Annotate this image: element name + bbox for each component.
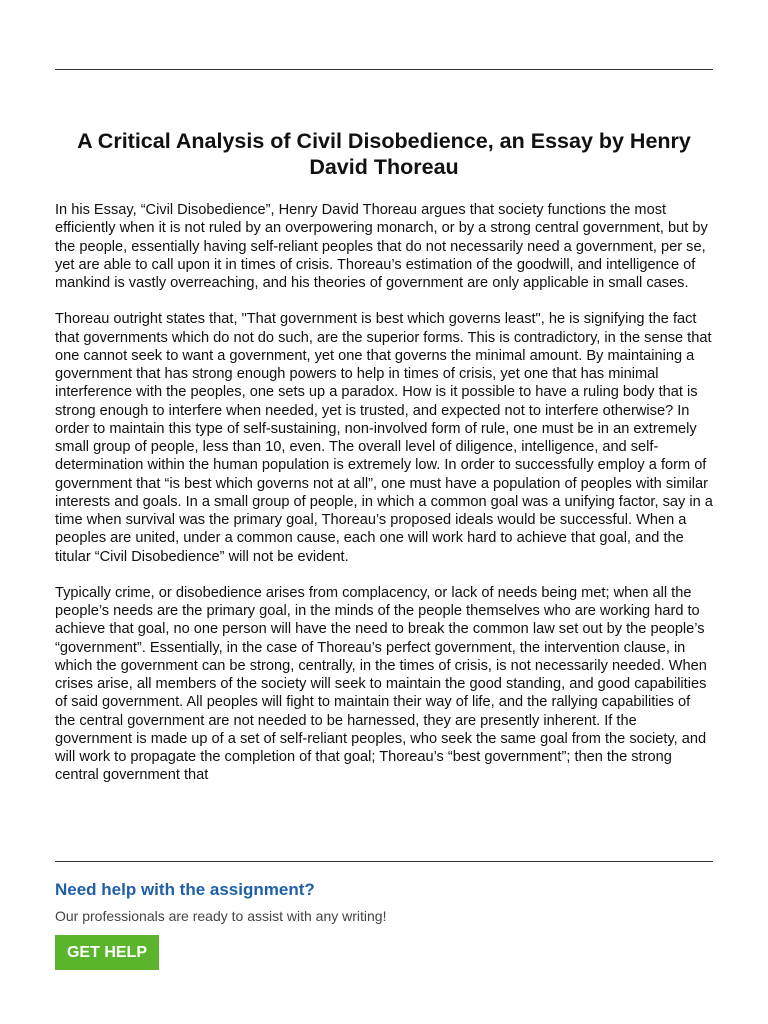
help-heading: Need help with the assignment? bbox=[55, 880, 315, 899]
essay-paragraph: Thoreau outright states that, "That government is best which governs least", he is signifying the fact that governments which do not do such, are the superior forms. This is contradictory, in the sense that one cannot seek to want a government, yet one that governs the minimal amount. By maintaining a government that has strong enough powers to help in times of crisis, yet one that has minimal interference with the peoples, one sets up a paradox. How is it possible to have a ruling body that is strong enough to interfere when needed, yet is trusted, and expected not to interfere otherwise? In order to maintain this type of self-sustaining, non-involved form of rule, one must be in an extremely small group of people, less than 10, even. The overall level of diligence, intelligence, and self-determination within the human population is extremely low. In order to successfully employ a form of government that “is best which governs not at all”, one must have a population of peoples with similar interests and goals. In a small group of people, in which a common goal was a unifying factor, say in a time when survival was the primary goal, Thoreau’s proposed ideals would be successful. When a peoples are united, under a common cause, each one will work hard to achieve that goal, and the titular “Civil Disobedience” will not be evident. bbox=[55, 311, 713, 565]
essay-paragraph: Typically crime, or disobedience arises from complacency, or lack of needs being met; when all the people’s needs are the primary goal, in the minds of the people themselves who are working hard to achieve that goal, no one person will have the need to break the common law set out by the people’s “government”. Essentially, in the case of Thoreau’s perfect government, the intervention clause, in which the government can be strong, centrally, in the times of crisis, is not necessarily needed. When crises arise, all members of the society will seek to maintain the good standing, and good capabilities of said government. All peoples will fight to maintain their way of life, and the rallying capabilities of the central government are not needed to be harnessed, they are presently inherent. If the government is made up of a set of self-reliant peoples, who seek the same goal from the society, and will work to propagate the completion of that goal; Thoreau’s “best government”; then the strong central government that bbox=[55, 584, 707, 784]
top-divider bbox=[55, 69, 713, 70]
get-help-button[interactable]: GET HELP bbox=[55, 935, 159, 970]
document-title: A Critical Analysis of Civil Disobedience, an Essay by Henry David Thoreau bbox=[77, 129, 691, 179]
help-subtext: Our professionals are ready to assist with any writing! bbox=[55, 908, 387, 924]
essay-body bbox=[55, 201, 714, 803]
bottom-divider bbox=[55, 861, 713, 862]
essay-paragraph: In his Essay, “Civil Disobedience”, Henry David Thoreau argues that society functions the most efficiently when it is not ruled by an overpowering monarch, or by a strong central government, but by the people, essentially having self-reliant peoples that do not necessarily need a government, per se, yet are able to call upon it in times of crisis. Thoreau’s estimation of the goodwill, and intelligence of mankind is vastly overreaching, and his theories of government are only applicable in small cases. bbox=[55, 202, 708, 291]
